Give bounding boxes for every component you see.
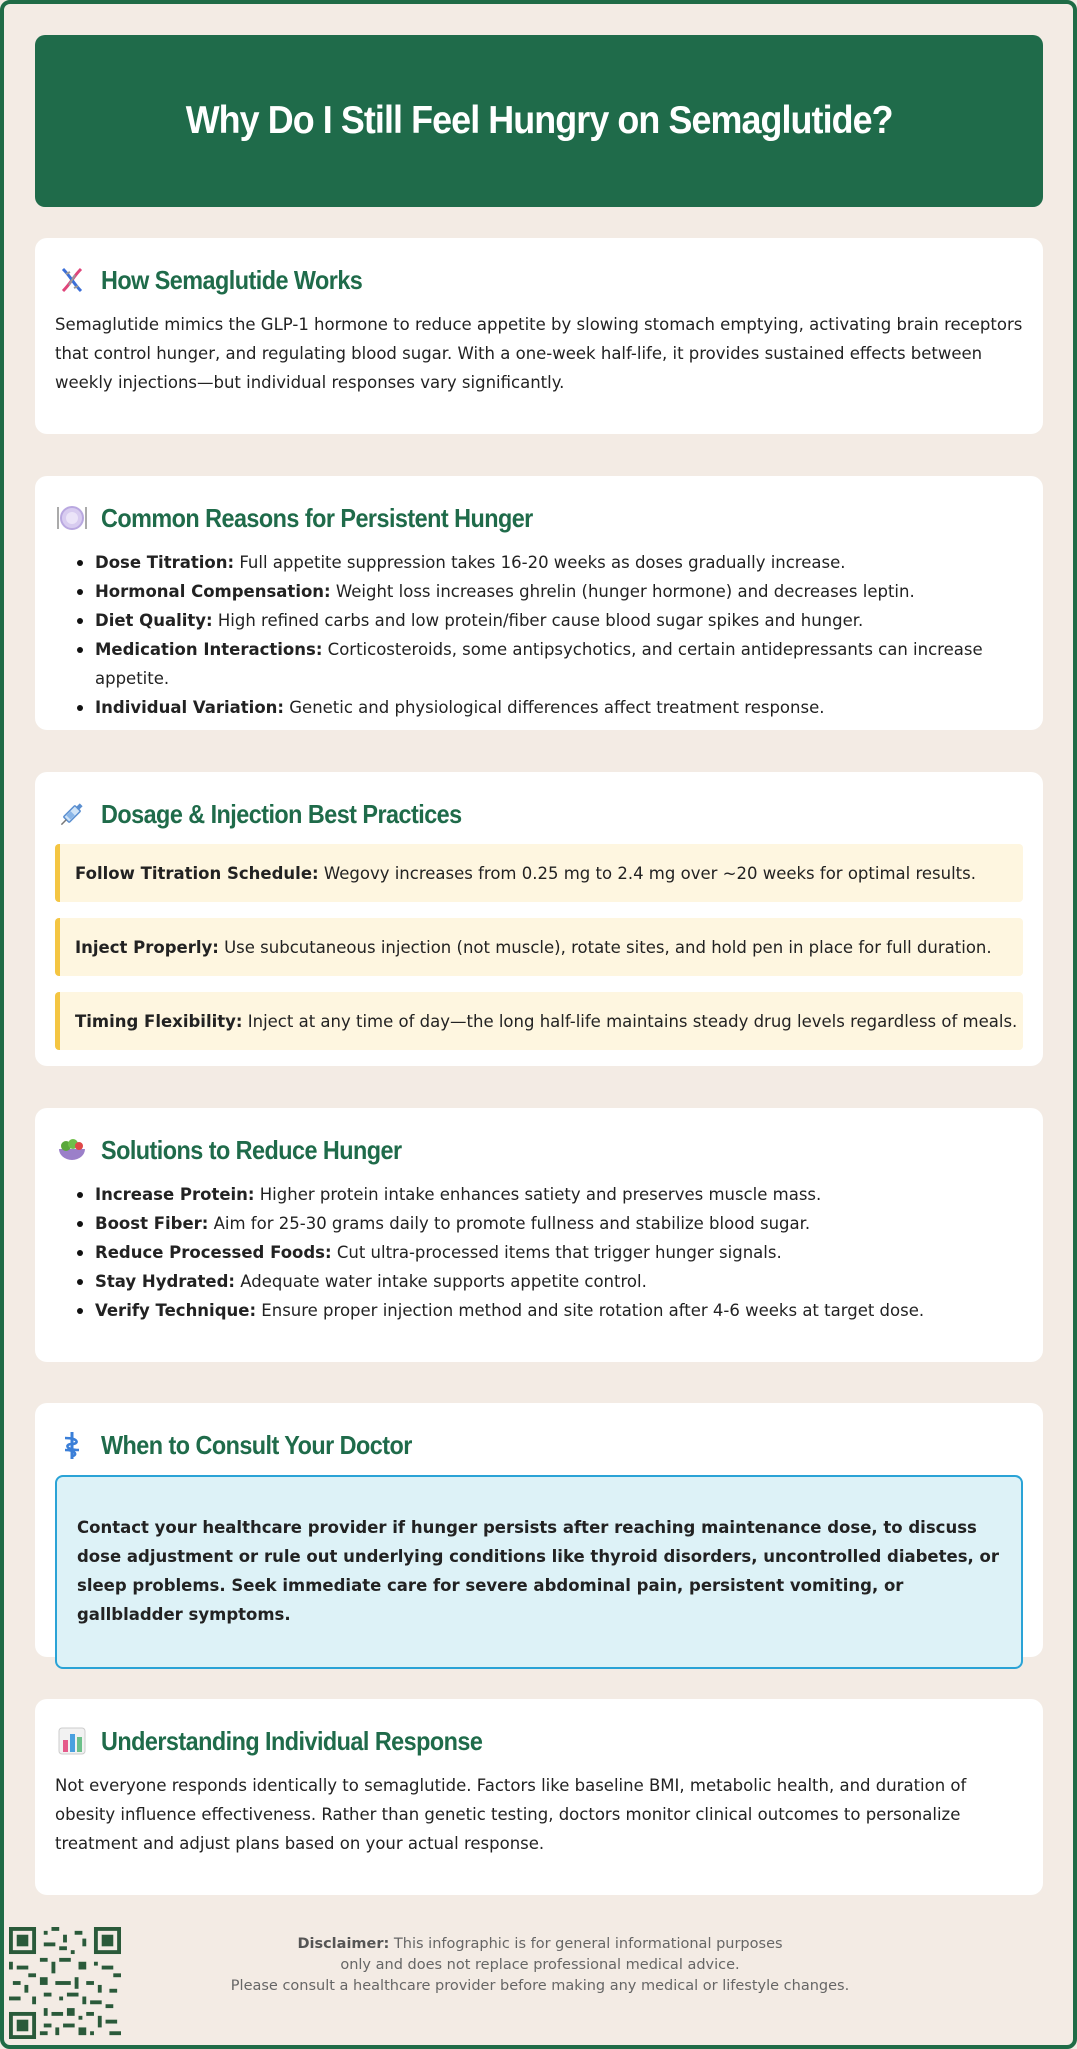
tip-item: Inject Properly: Use subcutaneous injection (not muscle), rotate sites, and hold pen in place for full duration.: [55, 918, 1023, 976]
syringe-icon: [55, 797, 89, 831]
response-card: [35, 1699, 1043, 1895]
list-item: Verify Technique: Ensure proper injection method and site rotation after 4-6 weeks at target dose.: [75, 1296, 1023, 1325]
doctor-alert: Contact your healthcare provider if hunger persists after reaching maintenance dose, to discuss dose adjustment or rule out underlying conditions like thyroid disorders, uncontrolled diabetes, or sleep problems. Seek immediate care for severe abdominal pain, persistent vomiting, or gallbladder symptoms.: [55, 1475, 1023, 1669]
doctor-title: When to Consult Your Doctor: [101, 1429, 412, 1460]
medical-symbol-icon: [55, 1428, 89, 1462]
reasons-card: [35, 476, 1043, 730]
list-item: Diet Quality: High refined carbs and low protein/fiber cause blood sugar spikes and hunger.: [75, 606, 1023, 635]
list-item: Individual Variation: Genetic and physiological differences affect treatment response.: [75, 693, 1023, 722]
dna-icon: [55, 263, 89, 297]
bar-chart-icon: [55, 1724, 89, 1758]
how-it-works-card: [35, 238, 1043, 434]
response-title: Understanding Individual Response: [101, 1725, 483, 1756]
list-item: Hormonal Compensation: Weight loss increases ghrelin (hunger hormone) and decreases leptin.: [75, 577, 1023, 606]
tip-item: Timing Flexibility: Inject at any time of day—the long half-life maintains steady drug levels regardless of meals.: [55, 992, 1023, 1050]
dosage-title: Dosage & Injection Best Practices: [101, 798, 462, 829]
disclaimer-label: Disclaimer:: [297, 1936, 390, 1952]
disclaimer: Disclaimer: This infographic is for general informational purposes only and does not replace professional medical advice. Please consult a healthcare provider before making any medical or lifestyle changes.: [230, 1936, 850, 1994]
solutions-list: [55, 1180, 1023, 1325]
list-item: Reduce Processed Foods: Cut ultra-processed items that trigger hunger signals.: [75, 1238, 1023, 1267]
how-it-works-title: How Semaglutide Works: [101, 264, 363, 295]
list-item: Stay Hydrated: Adequate water intake supports appetite control.: [75, 1267, 1023, 1296]
list-item: Dose Titration: Full appetite suppression takes 16-20 weeks as doses gradually increase.: [75, 548, 1023, 577]
list-item: Increase Protein: Higher protein intake enhances satiety and preserves muscle mass.: [75, 1180, 1023, 1209]
how-it-works-text: Semaglutide mimics the GLP-1 hormone to reduce appetite by slowing stomach emptying, activating brain receptors that control hunger, and regulating blood sugar. With a one-week half-life, it provides sustained effects between weekly injections—but individual responses vary significantly.: [55, 315, 1023, 392]
page-header: [35, 35, 1043, 207]
plate-icon: [55, 501, 89, 535]
list-item: Boost Fiber: Aim for 25-30 grams daily to promote fullness and stabilize blood sugar.: [75, 1209, 1023, 1238]
qr-code: [9, 1927, 121, 2039]
salad-icon: [55, 1133, 89, 1167]
doctor-card: [35, 1403, 1043, 1657]
dosage-card: [35, 772, 1043, 1066]
tip-item: Follow Titration Schedule: Wegovy increases from 0.25 mg to 2.4 mg over ~20 weeks for optimal results.: [55, 844, 1023, 902]
response-text: Not everyone responds identically to semaglutide. Factors like baseline BMI, metabolic health, and duration of obesity influence effectiveness. Rather than genetic testing, doctors monitor clinical outcomes to personalize treatment and adjust plans based on your actual response.: [55, 1776, 967, 1853]
list-item: Medication Interactions: Corticosteroids, some antipsychotics, and certain antidepressants can increase appetite.: [75, 635, 1023, 693]
page-title: Why Do I Still Feel Hungry on Semaglutide?: [185, 99, 893, 142]
solutions-card: [35, 1108, 1043, 1362]
reasons-list: [55, 548, 1023, 722]
solutions-title: Solutions to Reduce Hunger: [101, 1134, 402, 1165]
reasons-title: Common Reasons for Persistent Hunger: [101, 502, 533, 533]
